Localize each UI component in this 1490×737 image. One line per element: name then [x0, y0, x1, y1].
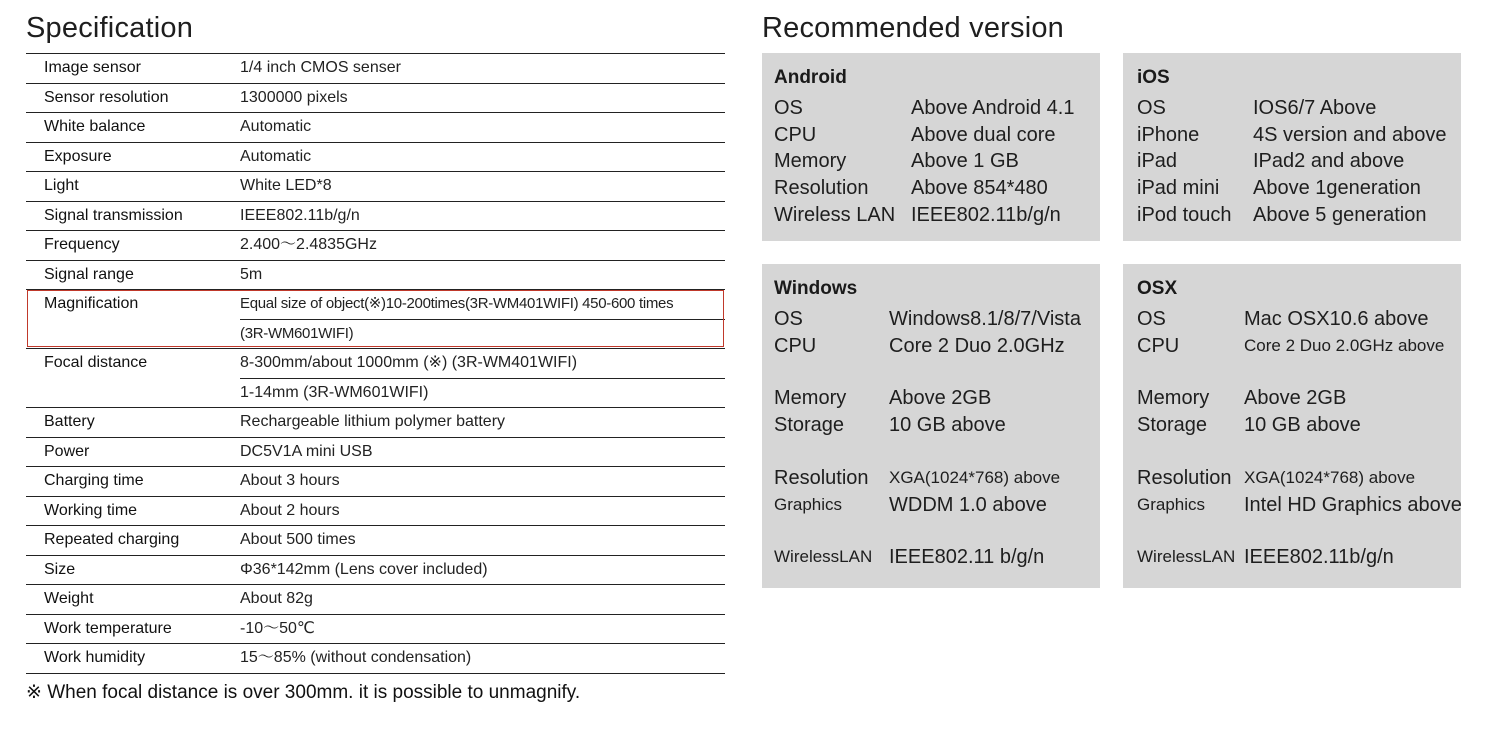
- spec-row: [26, 496, 725, 526]
- spec-row: [26, 172, 725, 202]
- osx-requirements: [1137, 306, 1461, 571]
- requirement-key: OS: [1137, 97, 1166, 119]
- requirement-value: 10 GB above: [1244, 414, 1361, 437]
- requirement-value: Above Android 4.1: [911, 97, 1075, 119]
- spec-label: Image sensor: [26, 54, 230, 84]
- requirement-key: Resolution: [1137, 466, 1232, 489]
- spec-row: [26, 201, 725, 231]
- spec-label: Charging time: [26, 467, 230, 497]
- spec-value-line: 8-300mm/about 1000mm (※) (3R-WM401WIFI): [240, 354, 578, 371]
- spec-row: [26, 585, 725, 615]
- android-panel-title: Android: [774, 67, 847, 88]
- spec-row: [26, 290, 725, 349]
- requirement-key: iPad mini: [1137, 177, 1220, 200]
- requirement-value: Above 2GB: [1244, 387, 1347, 410]
- row-spacer: [774, 439, 1100, 465]
- spec-value: [230, 467, 725, 497]
- spec-label: Battery: [26, 408, 230, 438]
- spec-value-line: About 82g: [240, 590, 313, 607]
- requirement-value: Above dual core: [911, 123, 1056, 146]
- spec-row: [26, 555, 725, 585]
- row-spacer: [1137, 359, 1462, 385]
- recommended-version-title: Recommended version: [762, 12, 1064, 44]
- spec-row: [26, 113, 725, 143]
- requirement-value: Mac OSX10.6 above: [1244, 308, 1429, 330]
- spec-value-line: White LED*8: [240, 177, 332, 194]
- spec-row: [26, 614, 725, 644]
- requirement-key: Storage: [774, 414, 845, 437]
- spec-value: [230, 526, 725, 556]
- spec-label: Light: [26, 172, 230, 202]
- spec-row: [26, 437, 725, 467]
- windows-panel: [762, 264, 1100, 588]
- spec-value-line: Equal size of object(※)10-200times(3R-WM401WIFI) 450-600 times: [240, 295, 674, 312]
- spec-value-line: 5m: [240, 265, 263, 283]
- spec-row: [26, 83, 725, 113]
- requirement-value: IEEE802.11b/g/n: [911, 203, 1061, 226]
- ios-panel-title: iOS: [1137, 67, 1170, 88]
- requirement-key: Graphics: [774, 494, 843, 514]
- spec-label: White balance: [26, 113, 230, 143]
- spec-value: [230, 231, 725, 261]
- spec-label: Work temperature: [26, 614, 230, 644]
- spec-value: [230, 614, 725, 644]
- spec-label: Size: [26, 555, 230, 585]
- spec-value-line: -10～50℃: [240, 619, 315, 637]
- spec-value-line: 1300000 pixels: [240, 88, 348, 106]
- spec-value-line: Automatic: [240, 147, 312, 165]
- requirement-value: 4S version and above: [1253, 123, 1447, 146]
- requirement-key: CPU: [774, 334, 817, 357]
- requirement-key: Wireless LAN: [774, 203, 896, 226]
- spec-value: [230, 437, 725, 467]
- spec-row: [26, 231, 725, 261]
- spec-value: [230, 201, 725, 231]
- requirement-value: Above 854*480: [911, 177, 1048, 200]
- spec-value: [230, 585, 725, 615]
- requirement-value: IOS6/7 Above: [1253, 97, 1377, 119]
- requirement-value: 10 GB above: [889, 414, 1006, 437]
- requirement-key: Memory: [1137, 387, 1210, 410]
- spec-value-line: (3R-WM601WIFI): [240, 319, 725, 349]
- spec-row: [26, 408, 725, 438]
- requirement-key: iPad: [1137, 150, 1178, 173]
- spec-value: [230, 496, 725, 526]
- spec-row: [26, 526, 725, 556]
- spec-value: [230, 260, 725, 290]
- spec-value-line: Φ36*142mm (Lens cover included): [240, 560, 488, 578]
- spec-label: Power: [26, 437, 230, 467]
- spec-row: [26, 260, 725, 290]
- spec-label: Sensor resolution: [26, 83, 230, 113]
- row-spacer: [1137, 518, 1462, 544]
- row-spacer: [774, 518, 1100, 544]
- spec-value-line: Automatic: [240, 118, 312, 135]
- requirement-value: XGA(1024*768) above: [1244, 467, 1416, 487]
- spec-value: [230, 83, 725, 113]
- requirement-value: Intel HD Graphics above: [1244, 493, 1462, 516]
- requirement-key: iPhone: [1137, 123, 1200, 146]
- windows-panel-title: Windows: [774, 278, 858, 299]
- spec-row: [26, 349, 725, 408]
- requirement-key: WirelessLAN: [1137, 547, 1236, 567]
- osx-panel-title: OSX: [1137, 278, 1178, 299]
- spec-value: [230, 54, 725, 84]
- requirement-key: Memory: [774, 387, 847, 410]
- spec-row: [26, 54, 725, 84]
- spec-value-line: DC5V1A mini USB: [240, 442, 373, 460]
- row-spacer: [774, 359, 1100, 385]
- spec-label: Work humidity: [26, 644, 230, 674]
- requirement-value: Above 1 GB: [911, 150, 1019, 173]
- spec-value-line: About 2 hours: [240, 501, 340, 519]
- specification-table: [26, 53, 725, 674]
- android-panel: [762, 53, 1100, 241]
- ios-requirements: [1137, 95, 1461, 229]
- spec-label: Repeated charging: [26, 526, 230, 556]
- requirement-value: WDDM 1.0 above: [889, 493, 1047, 516]
- spec-label: Magnification: [26, 290, 230, 349]
- spec-value-line: About 500 times: [240, 531, 356, 548]
- spec-value: [230, 408, 725, 438]
- spec-row: [26, 467, 725, 497]
- spec-value-line: Rechargeable lithium polymer battery: [240, 413, 506, 430]
- requirement-value: Above 5 generation: [1253, 203, 1427, 226]
- spec-label: Working time: [26, 496, 230, 526]
- spec-value-line: IEEE802.11b/g/n: [240, 206, 360, 224]
- requirement-key: CPU: [1137, 334, 1180, 357]
- requirement-value: Core 2 Duo 2.0GHz above: [1244, 335, 1445, 355]
- spec-value: [230, 290, 725, 349]
- requirement-value: Above 1generation: [1253, 177, 1421, 200]
- windows-requirements: [774, 306, 1100, 571]
- android-requirements: [774, 95, 1100, 229]
- spec-row: [26, 142, 725, 172]
- requirement-key: Resolution: [774, 177, 869, 200]
- requirement-key: WirelessLAN: [774, 547, 873, 567]
- requirement-key: OS: [774, 97, 803, 119]
- requirement-key: iPod touch: [1137, 203, 1232, 226]
- requirement-value: Above 2GB: [889, 387, 992, 410]
- spec-row: [26, 644, 725, 674]
- spec-value: [230, 644, 725, 674]
- spec-label: Frequency: [26, 231, 230, 261]
- requirement-key: CPU: [774, 123, 817, 146]
- footnote: ※ When focal distance is over 300mm. it is possible to unmagnify.: [26, 682, 581, 703]
- requirement-key: Memory: [774, 150, 847, 173]
- requirement-value: IEEE802.11b/g/n: [1244, 546, 1394, 569]
- spec-value-line: 1/4 inch CMOS senser: [240, 59, 401, 76]
- row-spacer: [1137, 439, 1462, 465]
- spec-value: [230, 555, 725, 585]
- requirement-key: OS: [774, 308, 803, 330]
- specification-title: Specification: [26, 12, 194, 44]
- requirement-key: OS: [1137, 308, 1166, 330]
- spec-value: [230, 142, 725, 172]
- spec-value-line: 1-14mm (3R-WM601WIFI): [240, 378, 725, 408]
- spec-value-line: 2.400～2.4835GHz: [240, 236, 377, 253]
- requirement-value: Windows8.1/8/7/Vista: [889, 308, 1081, 330]
- requirement-value: Core 2 Duo 2.0GHz: [889, 334, 1065, 357]
- spec-label: Signal range: [26, 260, 230, 290]
- spec-value-line: 15～85% (without condensation): [240, 649, 472, 666]
- spec-value: [230, 113, 725, 143]
- osx-panel: [1123, 264, 1461, 588]
- spec-value: [230, 349, 725, 408]
- spec-label: Exposure: [26, 142, 230, 172]
- requirement-key: Storage: [1137, 414, 1208, 437]
- requirement-key: Graphics: [1137, 494, 1206, 514]
- spec-label: Weight: [26, 585, 230, 615]
- requirement-key: Resolution: [774, 466, 869, 489]
- spec-value: [230, 172, 725, 202]
- spec-label: Signal transmission: [26, 201, 230, 231]
- spec-value-line: About 3 hours: [240, 472, 340, 489]
- requirement-value: IEEE802.11 b/g/n: [889, 546, 1045, 569]
- spec-label: Focal distance: [26, 349, 230, 408]
- requirement-value: XGA(1024*768) above: [889, 467, 1061, 487]
- requirement-value: IPad2 and above: [1253, 150, 1405, 173]
- ios-panel: [1123, 53, 1461, 241]
